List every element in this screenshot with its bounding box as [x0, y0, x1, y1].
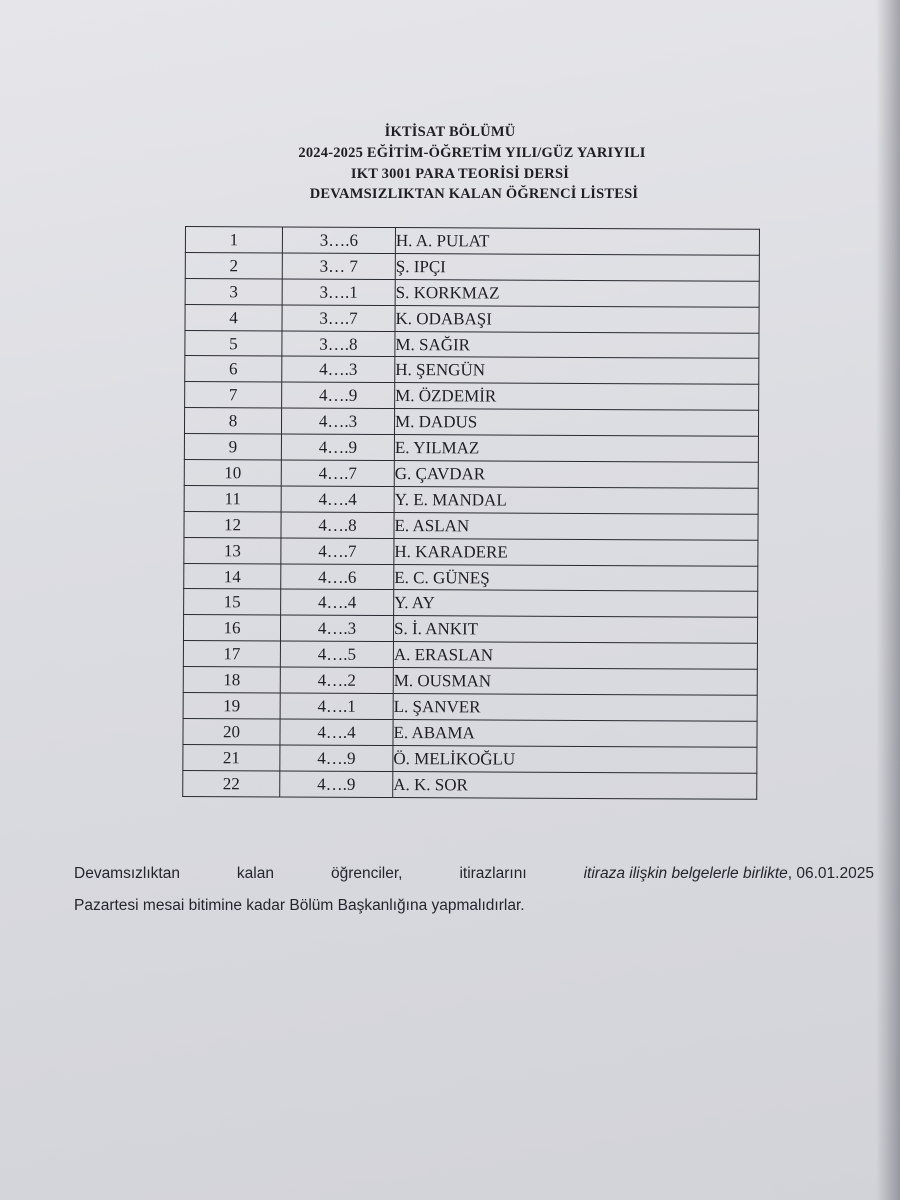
student-id: 4….2: [280, 667, 393, 693]
student-id: 4….3: [282, 356, 395, 382]
row-number: 7: [185, 382, 282, 408]
row-number: 19: [183, 693, 280, 719]
student-id: 4….9: [280, 745, 393, 771]
notice-word: Devamsızlıktan: [74, 865, 180, 882]
row-number: 13: [184, 537, 281, 563]
student-row: [183, 718, 757, 747]
student-id: 4….5: [280, 641, 393, 667]
row-number: 9: [184, 434, 281, 460]
row-number: 5: [185, 330, 282, 356]
student-row: [184, 563, 758, 592]
student-row: [185, 356, 759, 385]
department-heading: İKTİSAT BÖLÜMÜ: [384, 124, 516, 140]
student-row: [183, 615, 757, 644]
notice-line-2: Pazartesi mesai bitimine kadar Bölüm Başkanlığına yapmalıdırlar.: [74, 897, 525, 914]
student-row: [184, 537, 758, 566]
student-name: G. ÇAVDAR: [394, 461, 758, 489]
student-id: 4….3: [280, 615, 393, 641]
student-row: [183, 641, 757, 670]
course-heading: IKT 3001 PARA TEORİSİ DERSİ: [350, 166, 570, 182]
row-number: 12: [184, 511, 281, 537]
student-id: 3… 7: [282, 253, 395, 279]
student-row: [183, 693, 757, 722]
notice-deadline-date: , 06.01.2025: [787, 865, 874, 882]
student-name: S. KORKMAZ: [395, 279, 759, 307]
student-row: [183, 667, 757, 696]
student-row: [184, 511, 758, 540]
student-row: [185, 382, 759, 411]
student-id: 4….9: [282, 382, 395, 408]
student-id: 4….4: [281, 589, 394, 615]
student-name: E. C. GÜNEŞ: [394, 564, 758, 592]
row-number: 3: [185, 278, 282, 304]
student-row: [185, 227, 759, 256]
student-name: K. ODABAŞI: [395, 305, 759, 333]
student-id: 4….9: [280, 771, 393, 797]
student-row: [185, 330, 759, 359]
student-name: L. ŞANVER: [393, 694, 757, 722]
row-number: 10: [184, 460, 281, 486]
notice-italic-text: itiraza ilişkin belgelerle birlikte: [583, 865, 788, 882]
row-number: 22: [183, 770, 280, 796]
student-name: M. OUSMAN: [393, 668, 757, 696]
row-number: 20: [183, 718, 280, 744]
student-id: 3….6: [282, 227, 395, 253]
student-row: [185, 252, 759, 281]
student-name: A. K. SOR: [393, 771, 757, 799]
student-name: Ş. IPÇI: [395, 253, 759, 281]
student-id: 4….4: [280, 719, 393, 745]
row-number: 17: [183, 641, 280, 667]
student-row: [184, 460, 758, 489]
student-id: 4….4: [281, 486, 394, 512]
student-id: 3….8: [282, 331, 395, 357]
student-id: 4….1: [280, 693, 393, 719]
notice-italic-phrase: [584, 858, 874, 890]
notice-line-1: [74, 858, 874, 890]
student-name: H. KARADERE: [394, 538, 758, 566]
student-name: S. İ. ANKIT: [393, 616, 757, 644]
student-list-table: [182, 226, 760, 799]
student-name: E. YILMAZ: [394, 435, 758, 463]
list-title: DEVAMSIZLIKTAN KALAN ÖĞRENCİ LİSTESİ: [309, 186, 639, 202]
student-row: [183, 770, 757, 799]
student-name: M. DADUS: [394, 409, 758, 437]
row-number: 18: [183, 667, 280, 693]
row-number: 1: [185, 227, 282, 253]
student-row: [184, 589, 758, 618]
student-name: E. ABAMA: [393, 719, 757, 747]
student-row: [185, 304, 759, 333]
row-number: 15: [184, 589, 281, 615]
student-row: [184, 434, 758, 463]
student-name: Y. AY: [394, 590, 758, 618]
student-name: H. A. PULAT: [395, 228, 759, 256]
student-id: 3….1: [282, 279, 395, 305]
row-number: 21: [183, 744, 280, 770]
row-number: 16: [183, 615, 280, 641]
notice-paragraph: [74, 858, 874, 922]
student-id: 4….7: [281, 460, 394, 486]
student-row: [184, 408, 758, 437]
notice-word: öğrenciler,: [330, 865, 403, 882]
student-name: M. SAĞIR: [395, 331, 759, 359]
student-name: Y. E. MANDAL: [394, 486, 758, 514]
term-heading: 2024-2025 EĞİTİM-ÖĞRETİM YILI/GÜZ YARIYILI: [298, 145, 646, 161]
row-number: 2: [185, 252, 282, 278]
student-name: A. ERASLAN: [393, 642, 757, 670]
student-name: M. ÖZDEMİR: [395, 383, 759, 411]
student-id: 4….7: [281, 538, 394, 564]
student-id: 4….9: [281, 434, 394, 460]
student-id: 4….6: [281, 564, 394, 590]
student-id: 4….8: [281, 512, 394, 538]
row-number: 11: [184, 485, 281, 511]
student-id: 3….7: [282, 305, 395, 331]
row-number: 4: [185, 304, 282, 330]
row-number: 8: [184, 408, 281, 434]
student-id: 4….3: [281, 408, 394, 434]
student-name: H. ŞENGÜN: [395, 357, 759, 385]
student-name: E. ASLAN: [394, 512, 758, 540]
notice-word: itirazlarını: [459, 865, 527, 882]
row-number: 6: [185, 356, 282, 382]
notice-word: kalan: [236, 865, 274, 882]
row-number: 14: [184, 563, 281, 589]
student-row: [184, 485, 758, 514]
student-name: Ö. MELİKOĞLU: [393, 745, 757, 773]
student-row: [185, 278, 759, 307]
student-row: [183, 744, 757, 773]
